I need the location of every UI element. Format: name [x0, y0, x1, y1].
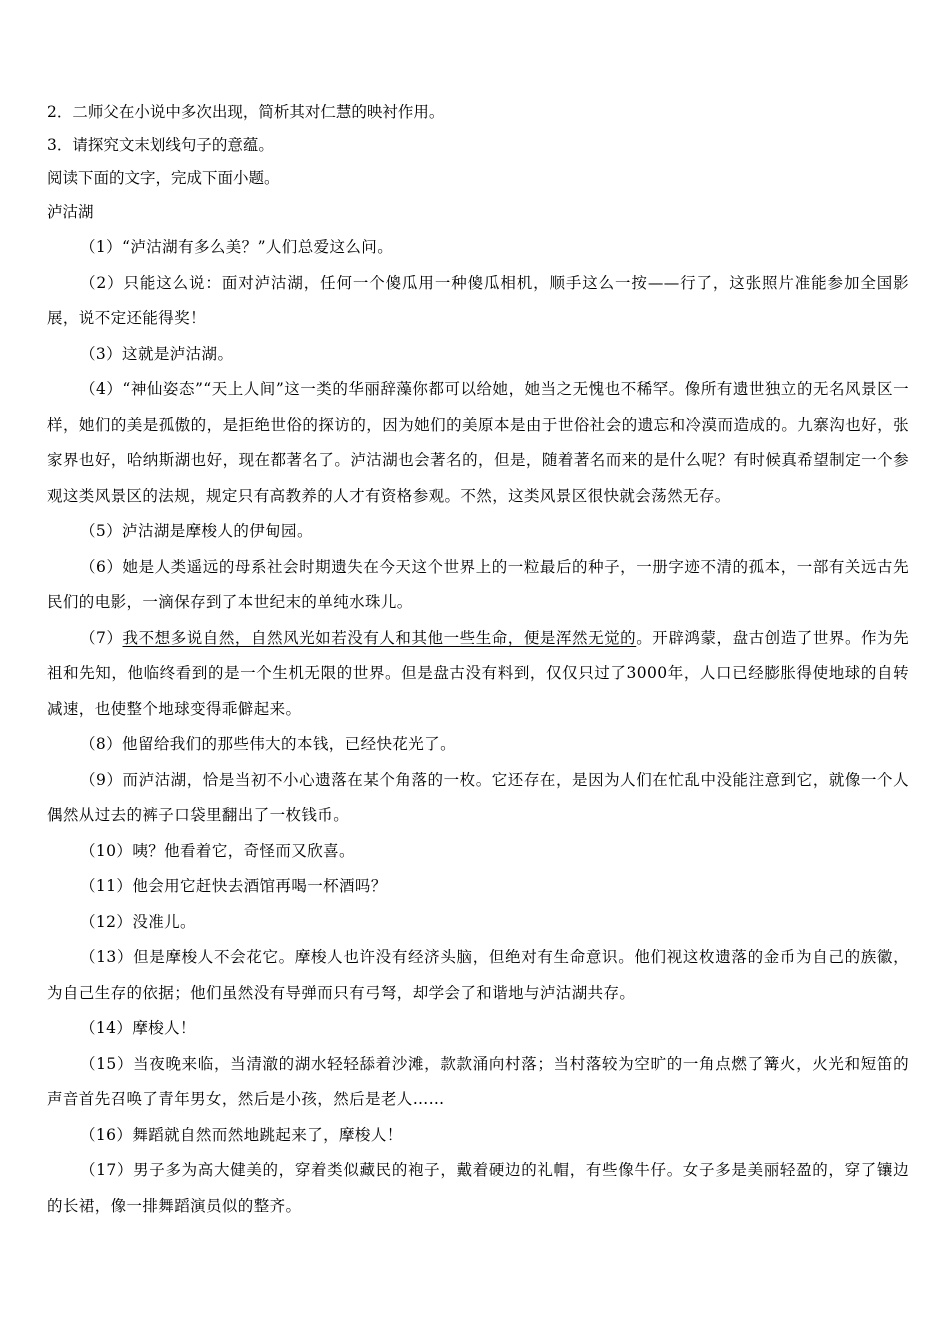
underlined-sentence: 我不想多说自然，自然风光如若没有人和其他一些生命，便是浑然无觉的 — [122, 628, 637, 647]
document-content — [47, 96, 909, 1224]
paragraph-5: （5）泸沽湖是摩梭人的伊甸园。 — [80, 522, 313, 540]
article-title: 泸沽湖 — [47, 203, 94, 221]
paragraph-16: （16）舞蹈就自然而然地跳起来了，摩梭人！ — [80, 1125, 403, 1144]
paragraph-15: （15）当夜晚来临，当清澈的湖水轻轻舔着沙滩，款款涌向村落；当村落较为空旷的一角点燃了篝火，火光和短笛的声音首先召唤了青年男女，然后是小孩，然后是老人…… — [47, 1054, 909, 1108]
paragraph-3: （3）这就是泸沽湖。 — [80, 344, 234, 363]
paragraph-8: （8）他留给我们的那些伟大的本钱，已经快花光了。 — [80, 735, 456, 753]
paragraph-10: （10）咦？他看着它，奇怪而又欣喜。 — [80, 841, 355, 860]
paragraph-13: （13）但是摩梭人不会花它。摩梭人也许没有经济头脑，但绝对有生命意识。他们视这枚遗落的金币为自己的族徽，为自己生存的依据；他们虽然没有导弹而只有弓弩，却学会了和谐地与泸沽湖共存。 — [47, 948, 909, 1002]
paragraph-9: （9）而泸沽湖，恰是当初不小心遗落在某个角落的一枚。它还存在，是因为人们在忙乱中没能注意到它，就像一个人偶然从过去的裤子口袋里翻出了一枚钱币。 — [47, 770, 909, 824]
paragraph-7-rest: 。开辟鸿蒙，盘古创造了世界。作为先祖和先知，他临终看到的是一个生机无限的世界。但是盘古没有料到，仅仅只过了3000年，人口已经膨胀得使地球的自转减速，也使整个地球变得乖僻起来。 — [47, 628, 910, 718]
question-2: 2．二师父在小说中多次出现，简析其对仁慧的映衬作用。 — [47, 103, 445, 121]
paragraph-11: （11）他会用它赶快去酒馆再喝一杯酒吗？ — [80, 877, 387, 895]
question-3: 3．请探究文末划线句子的意蕴。 — [47, 136, 274, 154]
paragraph-17: （17）男子多为高大健美的，穿着类似藏民的袍子，戴着硬边的礼帽，有些像牛仔。女子多是美丽轻盈的，穿了镶边的长裙，像一排舞蹈演员似的整齐。 — [47, 1161, 909, 1215]
reading-instruction: 阅读下面的文字，完成下面小题。 — [47, 169, 280, 187]
paragraph-4: （4）“神仙姿态”“天上人间”这一类的华丽辞藻你都可以给她，她当之无愧也不稀罕。像所有遗世独立的无名风景区一样，她们的美是孤傲的，是拒绝世俗的探访的，因为她们的美原本是由于世俗社会的遗忘和冷漠而造成的。九寨沟也好，张家界也好，哈纳斯湖也好，现在都著名了。泸沽湖也会著名的，但是，随着著名而来的是什么呢？有时候真希望制定一个参观这类风景区的法规，规定只有高教养的人才有资格参观。不然，这类风景区很快就会荡然无存。 — [47, 380, 909, 505]
paragraph-7-number: （7） — [80, 628, 123, 647]
paragraph-12: （12）没准儿。 — [80, 912, 196, 931]
paragraph-2: （2）只能这么说：面对泸沽湖，任何一个傻瓜用一种傻瓜相机，顺手这么一按——行了，这张照片准能参加全国影展，说不定还能得奖！ — [47, 273, 909, 327]
paragraph-7 — [47, 621, 909, 728]
paragraph-14: （14）摩梭人！ — [80, 1019, 196, 1037]
paragraph-6: （6）她是人类遥远的母系社会时期遗失在今天这个世界上的一粒最后的种子，一册字迹不清的孤本，一部有关远古先民们的电影，一滴保存到了本世纪末的单纯水珠儿。 — [47, 557, 909, 611]
paragraph-1: （1）“泸沽湖有多么美？”人们总爱这么问。 — [80, 238, 394, 256]
